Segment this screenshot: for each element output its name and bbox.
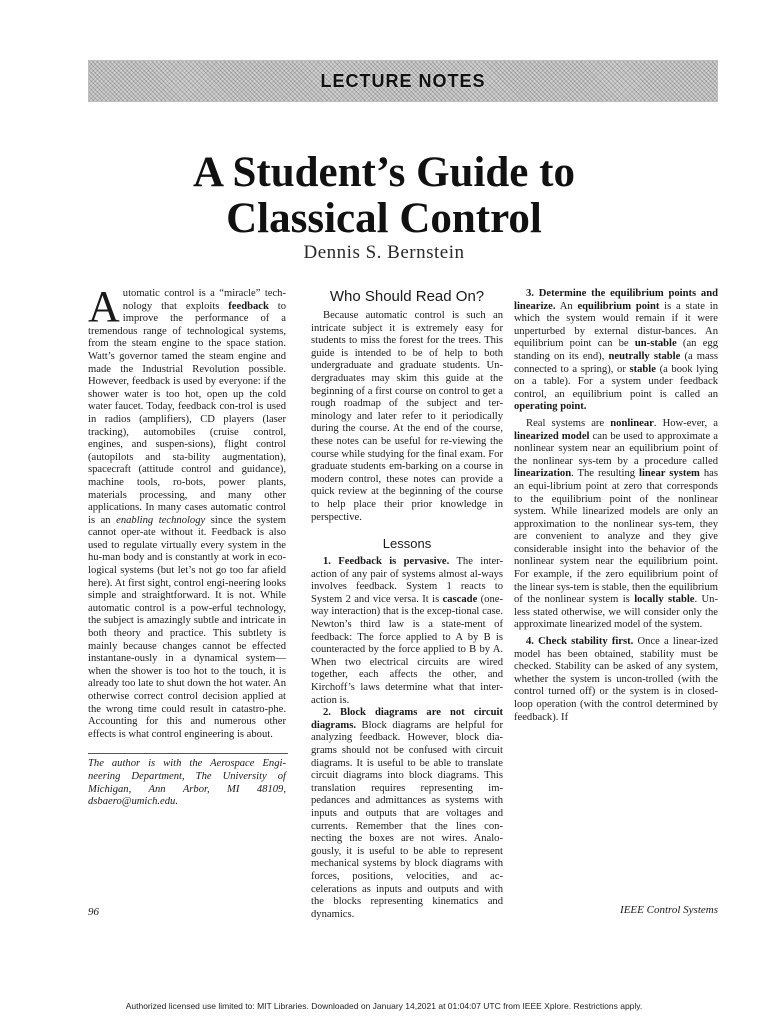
journal-name: IEEE Control Systems bbox=[620, 904, 718, 916]
article-author: Dennis S. Bernstein bbox=[303, 242, 465, 263]
lesson-3: 3. Determine the equilibrium points and linearize. An equilibrium point is a state in which the system would remain if it were unperturbed by external distur-bances. An equilibrium point can be un-stable (an egg standing on its end), neutrally stable (a mass connected to a spring), or stable (a book lying on a table). For a system under feedback control, an equilibrium point is called an operating point. bbox=[514, 288, 719, 413]
drop-cap: A bbox=[88, 282, 120, 331]
author-affiliation-note: The author is with the Aerospace Engi-neering Department, The University of Michigan, Ann Arbor, MI 48109, dsbaero@umich.edu. bbox=[88, 758, 286, 808]
section-heading-who: Who Should Read On? bbox=[329, 288, 485, 305]
column-1 bbox=[88, 282, 286, 809]
divider bbox=[88, 753, 288, 754]
column-3 bbox=[514, 288, 718, 724]
license-watermark: Authorized licensed use limited to: MIT Libraries. Downloaded on January 14,2021 at 01:04:07 UTC from IEEE Xplore. Restrictions apply. bbox=[125, 1001, 643, 1011]
title-line-2: Classical Control bbox=[226, 195, 542, 242]
lesson-2: 2. Block diagrams are not circuit diagrams. Block diagrams are helpful for analyzing feedback. However, block dia-grams should not be confused with circuit diagrams. It is useful to be able to translate circuit diagrams into block diagrams. This translation requires representing im-pedances and admittances as systems with inputs and outputs that are voltages and currents. Remember that the lines con-necting the boxes are not wires. Analo-gously, it is useful to be able to represent mechanical systems by block diagrams with forces, positions, velocities, and ac-celerations as inputs and outputs and with the blocks representing kinematics and dynamics. bbox=[311, 707, 503, 920]
lesson-4: 4. Check stability first. Once a linear-ized model has been obtained, stability must be checked. Stability can be asked of any system, whether the system is uncon-trolled (with the control turned off) or the system is in closed-loop operation (with the control determined by feedback). If bbox=[514, 636, 718, 723]
linearization-paragraph: Real systems are nonlinear. How-ever, a linearized model can be used to approximate a nonlinear system near an equilibrium point of the nonlinear sys-tem by a procedure called linearization. The resulting linear system has an equi-librium point at zero that corresponds to the equilibrium point of the nonlinear system. While linearized models are only an approximation to the nonlinear sys-tem, they are convenient to analyze and they give considerable insight into the behavior of the nonlinear system near the equilibrium point. For example, if the zero equilibrium point of the linear sys-tem is stable, then the equilibrium of the nonlinear system is locally stable. Un-less stated otherwise, we will consider only the approximate linearized model of the system. bbox=[514, 417, 718, 631]
column-2 bbox=[311, 288, 503, 921]
lesson-1: 1. Feedback is pervasive. The inter-action of any pair of systems almost al-ways involves feedback. System 1 reacts to System 2 and vice versa. It is cascade (one-way interaction) that is the excep-tional case. Newton’s third law is a state-ment of feedback: The force applied to A by B is counteracted by the force applied to B by A. When two electrical circuits are wired together, each affects the other, and Kirchoff’s laws determine what that inter-action is. bbox=[311, 556, 504, 706]
page-number: 96 bbox=[88, 906, 99, 918]
intro-paragraph: Automatic control is a “miracle” tech-nology that exploits feedback to improve the performance of a tremendous range of technological systems, from the steam engine to the space station. Watt’s governor tamed the steam engine and made the Industrial Revolution possible. However, feedback is used by everyone: if the shower water is too hot, open up the cold water faucet. Today, feedback con-trol is used in radios (amplifiers), CD players (laser tracking), automobiles (cruise control, engines, and suspen-sions), flight control (autopilots and sta-bility augmentation), spacecraft (attitude control and guidance), machine tools, ro-bots, power plants, materials processing, and many other applications. In many cases automatic control is an enabling technology since the system cannot oper-ate without it. Feedback is also used to regulate virtually every system in the hu-man body and is constantly at work in eco-logical systems (but let’s not go too far afield here). At first sight, control engi-neering looks simple and straightforward. It is not. While automatic control is a pow-erful technology, the subject is amazingly subtle and intricate in both theory and practice. This subtlety is mainly because changes cannot be effected instantane-ously in a dynamical system—when the shower is too hot to the touch, it is already too late to shut down the hot water. An otherwise correct control decision applied at the wrong time could result in catastro-phe. Accounting for this and numerous other effects is what control engineering is about. bbox=[88, 282, 286, 740]
who-paragraph: Because automatic control is such an intricate subject it is extremely easy for students to miss the forest for the trees. This guide is intended to be of help to both undergraduate and graduate students. Un-dergraduates may skim this guide at the beginning of a first course on control to get a rough roadmap of the subject and ter-minology and later refer to it periodically during the course. At the end of the course, these notes can be useful for re-viewing the course while studying for the final exam. For graduate students em-barking on a course in modern control, these notes can provide a quick review at the beginning of the course to help place their prior knowledge in perspective. bbox=[311, 310, 503, 523]
lecture-notes-banner bbox=[88, 60, 718, 102]
section-heading-lessons: Lessons bbox=[382, 536, 432, 552]
title-line-1: A Student’s Guide to bbox=[193, 149, 575, 196]
banner-label: LECTURE NOTES bbox=[320, 71, 486, 91]
article-title bbox=[0, 150, 768, 242]
